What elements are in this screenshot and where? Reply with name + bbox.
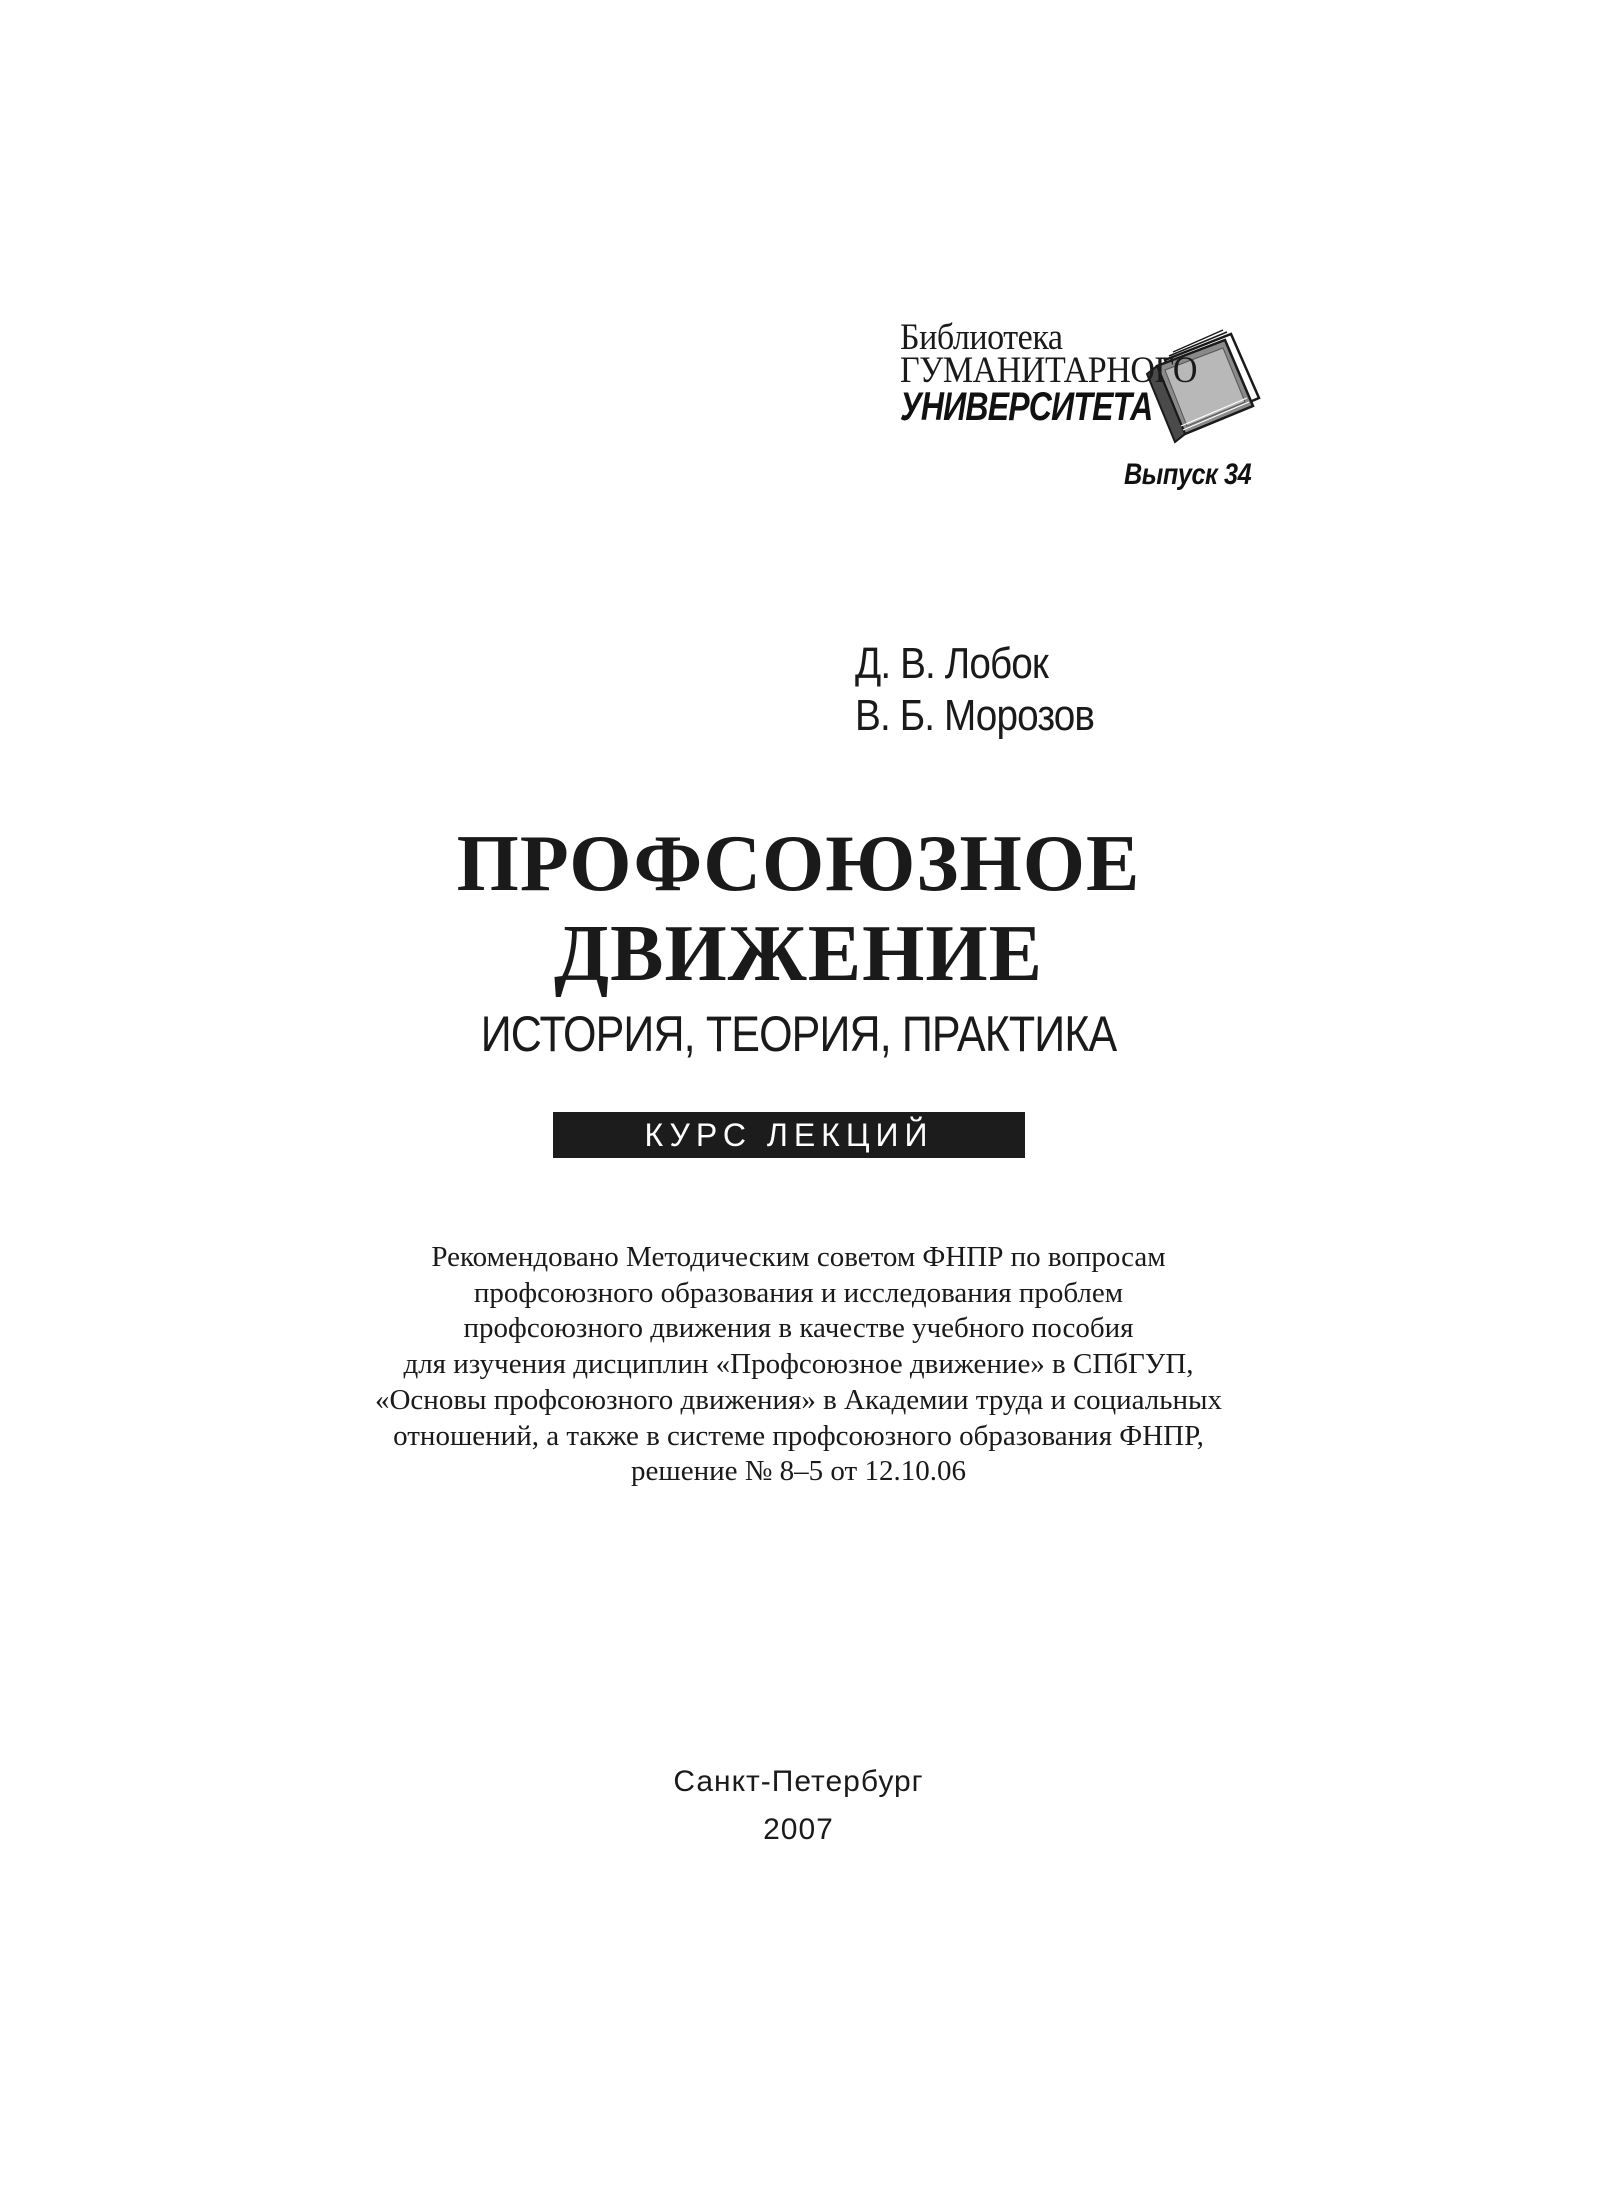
- author-name: В. Б. Морозов: [855, 691, 1095, 740]
- series-name-line1: Библиотека: [900, 317, 1063, 358]
- recommendation-line: Рекомендовано Методическим советом ФНПР по вопросам: [431, 1241, 1166, 1273]
- series-name-line3: УНИВЕРСИТЕТА: [900, 385, 1153, 429]
- recommendation-text: [0, 1240, 1597, 1490]
- recommendation-line: профсоюзного образования и исследования проблем: [473, 1276, 1124, 1309]
- series-issue-number: Выпуск 34: [1124, 458, 1252, 491]
- book-title-line1: ПРОФСОЮЗНОЕ: [456, 820, 1141, 908]
- book-subtitle: ИСТОРИЯ, ТЕОРИЯ, ПРАКТИКА: [480, 1006, 1117, 1062]
- series-name-line2: ГУМАНИТАРНОГО: [900, 350, 1198, 391]
- book-title-line2: ДВИЖЕНИЕ: [554, 910, 1043, 998]
- recommendation-line: отношений, а также в системе профсоюзного образования ФНПР,: [393, 1419, 1204, 1452]
- course-band: [553, 1112, 1025, 1158]
- recommendation-line: решение № 8–5 от 12.10.06: [631, 1455, 966, 1488]
- imprint-year: 2007: [763, 1813, 834, 1846]
- imprint-city: Санкт-Петербург: [673, 1765, 924, 1798]
- series-logo: [900, 318, 1280, 508]
- author-name: Д. В. Лобок: [855, 639, 1048, 688]
- imprint: [0, 1758, 1597, 1854]
- recommendation-line: для изучения дисциплин «Профсоюзное движение» в СПбГУП,: [403, 1348, 1194, 1381]
- authors: [855, 638, 1127, 742]
- recommendation-line: профсоюзного движения в качестве учебного пособия: [463, 1312, 1134, 1345]
- title-block: [0, 818, 1597, 1064]
- recommendation-line: «Основы профсоюзного движения» в Академии труда и социальных: [374, 1383, 1222, 1416]
- course-label: КУРС ЛЕКЦИЙ: [644, 1117, 934, 1153]
